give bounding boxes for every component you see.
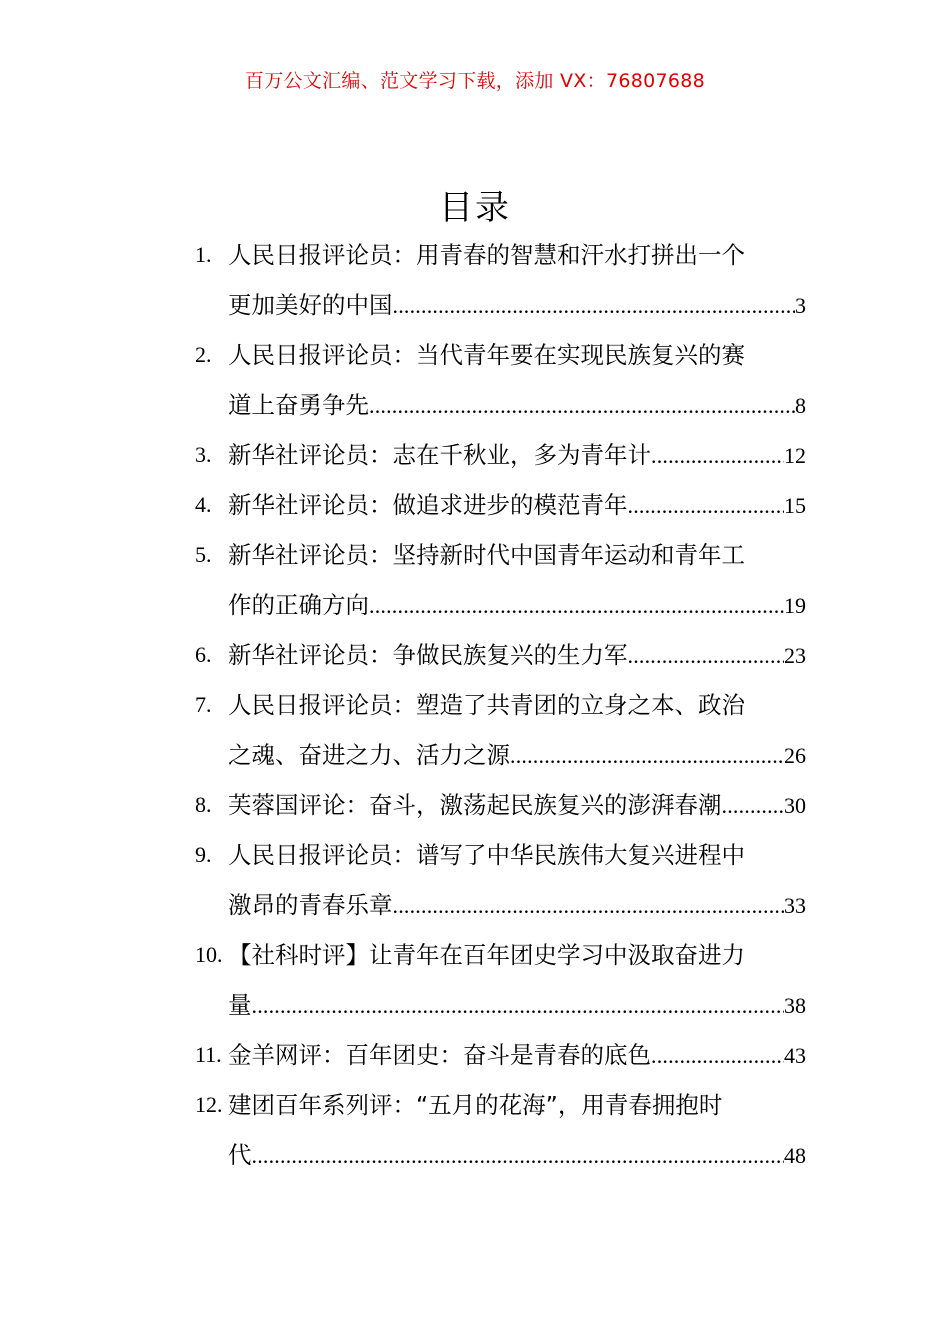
toc-entry[interactable]: [0, 230, 950, 330]
toc-dot-leader: [393, 281, 796, 330]
page-title: 目录: [439, 188, 511, 228]
toc-page-number: 8: [795, 393, 806, 418]
toc-entry-title: 新华社评论员：做追求进步的模范青年: [228, 491, 628, 519]
toc-page-number: 15: [784, 493, 806, 518]
toc-entry[interactable]: [0, 930, 950, 1030]
toc-entry[interactable]: [0, 330, 950, 430]
toc-entry[interactable]: [0, 430, 950, 480]
toc-entry[interactable]: [0, 780, 950, 830]
toc-dot-leader: [628, 631, 785, 680]
toc-page-number: 30: [784, 793, 806, 818]
toc-entry-title: 更加美好的中国: [228, 291, 393, 319]
toc-entry-number: 7.: [195, 692, 212, 717]
toc-entry[interactable]: [0, 530, 950, 630]
toc-page-number: 26: [784, 743, 806, 768]
toc-entry[interactable]: [0, 1030, 950, 1080]
toc-entry[interactable]: [0, 830, 950, 930]
toc-entry-number: 12.: [195, 1092, 223, 1117]
toc-page-number: 3: [795, 293, 806, 318]
toc-entry-number: 11.: [195, 1042, 222, 1067]
toc-entry-number: 9.: [195, 842, 212, 867]
toc-entry-title: 人民日报评论员：用青春的智慧和汗水打拼出一个: [228, 241, 745, 269]
toc-entry-number: 3.: [195, 442, 212, 467]
toc-dot-leader: [651, 431, 784, 480]
toc-dot-leader: [393, 881, 785, 930]
toc-dot-leader: [252, 981, 785, 1030]
toc-page-number: 43: [784, 1043, 806, 1068]
toc-entry-title: 量: [228, 991, 252, 1019]
toc-dot-leader: [628, 481, 785, 530]
toc-page-number: 48: [784, 1143, 806, 1168]
toc-page-number: 38: [784, 993, 806, 1018]
toc-entry-title: 之魂、奋进之力、活力之源: [228, 741, 510, 769]
header-watermark-text: 百万公文汇编、范文学习下载，添加 VX：76807688: [244, 70, 706, 92]
toc-entry-number: 1.: [195, 242, 212, 267]
toc-entry[interactable]: [0, 1080, 950, 1180]
toc-page-number: 12: [784, 443, 806, 468]
toc-entry-number: 8.: [195, 792, 212, 817]
toc-entry-title: 代: [228, 1141, 252, 1169]
toc-entry-title: 作的正确方向: [228, 591, 369, 619]
toc-dot-leader: [651, 1031, 784, 1080]
toc-entry-title: 新华社评论员：志在千秋业，多为青年计: [228, 441, 651, 469]
table-of-contents: [0, 230, 950, 1180]
toc-entry-title: 人民日报评论员：谱写了中华民族伟大复兴进程中: [228, 841, 745, 869]
toc-entry-title: 金羊网评：百年团史：奋斗是青春的底色: [228, 1041, 651, 1069]
toc-entry-title: 【社科时评】让青年在百年团史学习中汲取奋进力: [228, 941, 745, 969]
toc-entry-title: 激昂的青春乐章: [228, 891, 393, 919]
toc-page-number: 33: [784, 893, 806, 918]
toc-entry-title: 道上奋勇争先: [228, 391, 369, 419]
toc-entry[interactable]: [0, 630, 950, 680]
toc-entry-number: 5.: [195, 542, 212, 567]
toc-entry-number: 6.: [195, 642, 212, 667]
toc-page-number: 23: [784, 643, 806, 668]
toc-entry-title: 建团百年系列评：“五月的花海”，用青春拥抱时: [228, 1091, 723, 1119]
toc-entry-title: 芙蓉国评论：奋斗，激荡起民族复兴的澎湃春潮: [228, 791, 722, 819]
toc-entry-title: 新华社评论员：争做民族复兴的生力军: [228, 641, 628, 669]
toc-entry-title: 人民日报评论员：塑造了共青团的立身之本、政治: [228, 691, 745, 719]
toc-entry-number: 4.: [195, 492, 212, 517]
toc-dot-leader: [369, 581, 784, 630]
toc-entry-number: 10.: [195, 942, 223, 967]
toc-dot-leader: [510, 731, 784, 780]
toc-dot-leader: [722, 781, 785, 830]
toc-entry[interactable]: [0, 680, 950, 780]
toc-entry-title: 人民日报评论员：当代青年要在实现民族复兴的赛: [228, 341, 745, 369]
toc-entry-title: 新华社评论员：坚持新时代中国青年运动和青年工: [228, 541, 745, 569]
toc-entry[interactable]: [0, 480, 950, 530]
toc-dot-leader: [369, 381, 795, 430]
toc-dot-leader: [252, 1131, 785, 1180]
toc-entry-number: 2.: [195, 342, 212, 367]
toc-page-number: 19: [784, 593, 806, 618]
